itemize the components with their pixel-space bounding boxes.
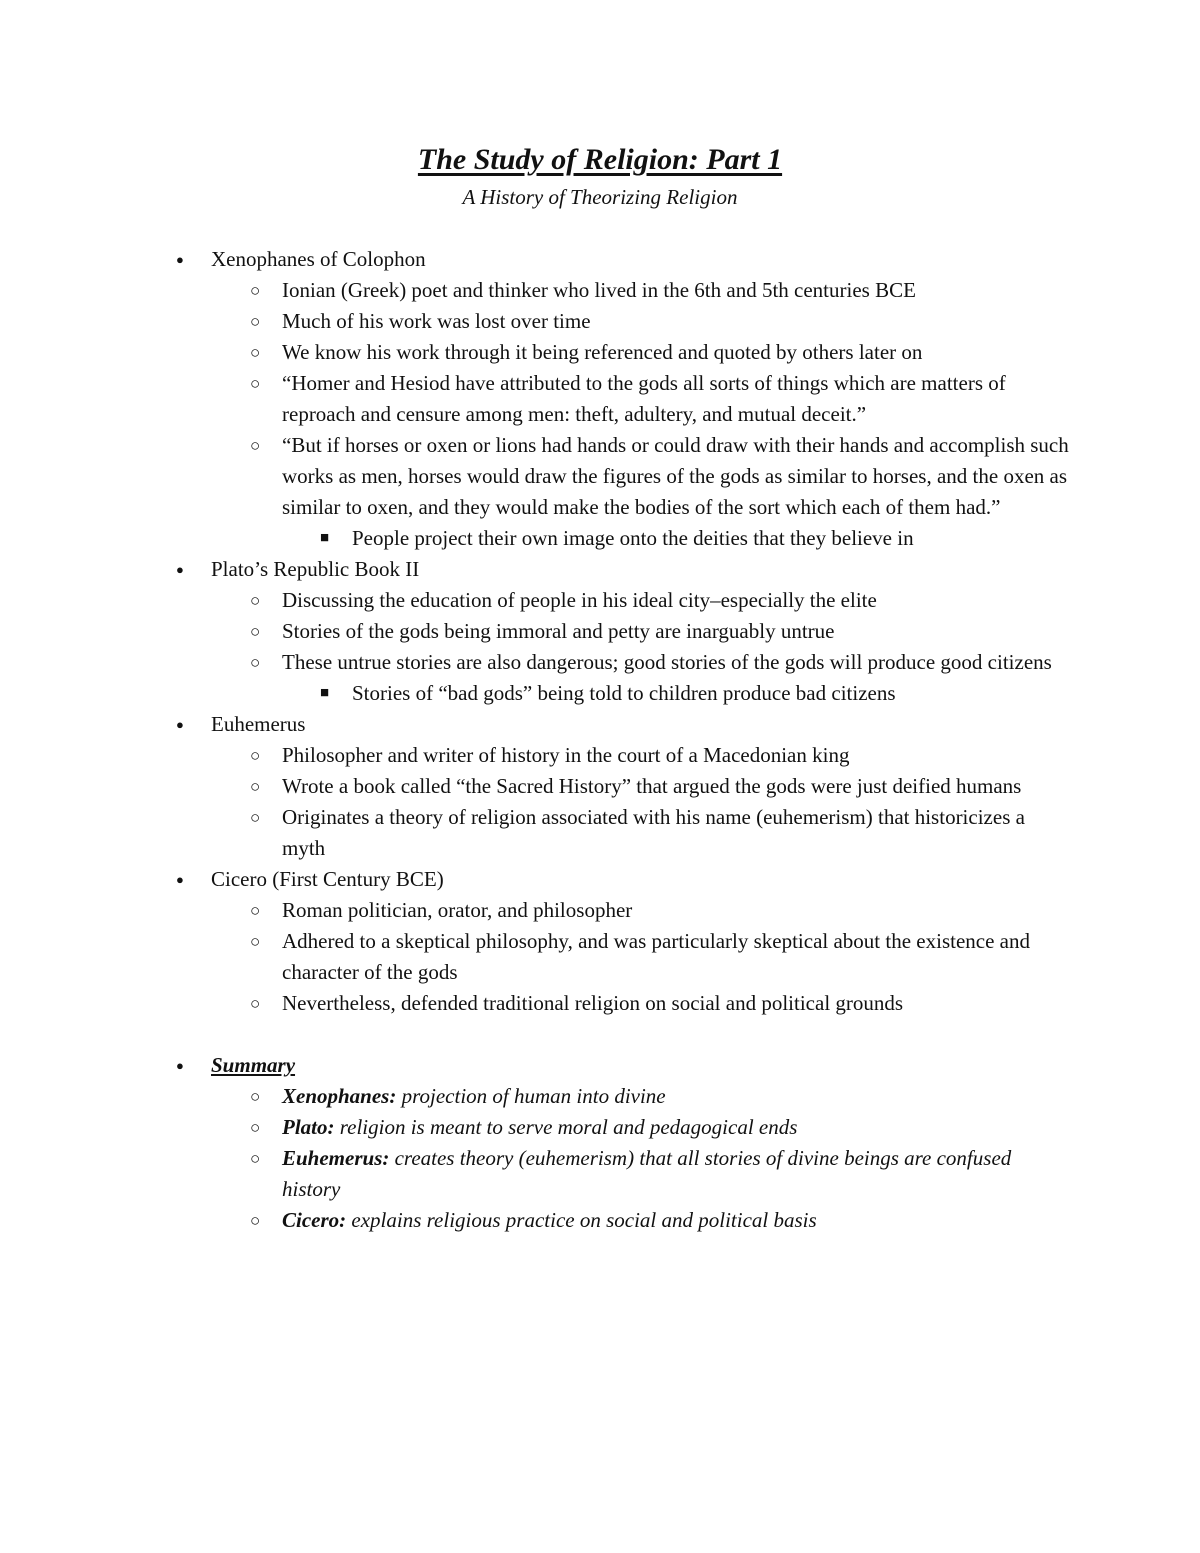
outline-list [0,244,1200,1236]
notes-content [0,244,1200,1236]
hollow-circle-bullet-icon: ○ [250,436,261,455]
hollow-circle-bullet-icon: ○ [250,1118,261,1137]
summary-item [0,1081,1200,1112]
list-item [0,430,1200,523]
hollow-circle-bullet-icon: ○ [250,746,261,765]
item-text: We know his work through it being referenced and quoted by others later on [282,340,923,364]
filled-circle-bullet-icon: ● [176,1058,184,1073]
hollow-circle-bullet-icon: ○ [250,994,261,1013]
hollow-circle-bullet-icon: ○ [250,901,261,920]
list-item [0,802,1200,864]
list-item [0,895,1200,926]
summary-item-name: Xenophanes: [282,1084,397,1108]
sub-list-item [0,523,1200,554]
hollow-circle-bullet-icon: ○ [250,932,261,951]
summary-item-text: religion is meant to serve moral and pedagogical ends [334,1115,798,1139]
item-text: Roman politician, orator, and philosopher [282,898,633,922]
item-text: Stories of “bad gods” being told to children produce bad citizens [352,681,896,705]
list-item [0,337,1200,368]
filled-circle-bullet-icon: ● [176,872,184,887]
hollow-circle-bullet-icon: ○ [250,808,261,827]
item-text: Ionian (Greek) poet and thinker who lived in the 6th and 5th centuries BCE [282,278,916,302]
item-text: “But if horses or oxen or lions had hands or could draw with their hands and accomplish such works as men, horses would draw the figures of the gods as similar to horses, and the oxen as similar to oxen, and they would make the bodies of the sort which each of them had.” [282,433,1069,519]
list-item [0,616,1200,647]
summary-item-text: explains religious practice on social and political basis [346,1208,817,1232]
list-item [0,988,1200,1019]
blank-line [0,1019,1200,1050]
summary-item [0,1112,1200,1143]
item-text: Much of his work was lost over time [282,309,591,333]
hollow-circle-bullet-icon: ○ [250,312,261,331]
section-cicero [0,864,1200,895]
list-item [0,306,1200,337]
item-text: Nevertheless, defended traditional religion on social and political grounds [282,991,904,1015]
hollow-circle-bullet-icon: ○ [250,343,261,362]
item-text: Adhered to a skeptical philosophy, and was particularly skeptical about the existence and character of the gods [282,929,1030,984]
summary-item-text: creates theory (euhemerism) that all stories of divine beings are confused history [282,1146,1012,1201]
section-euhemerus [0,709,1200,740]
square-bullet-icon: ■ [320,685,330,701]
item-text: “Homer and Hesiod have attributed to the gods all sorts of things which are matters of reproach and censure among men: theft, adultery, and mutual deceit.” [282,371,1006,426]
filled-circle-bullet-icon: ● [176,252,184,267]
summary-item-name: Euhemerus: [282,1146,390,1170]
item-text: These untrue stories are also dangerous; good stories of the gods will produce good citizens [282,650,1052,674]
item-text: Stories of the gods being immoral and petty are inarguably untrue [282,619,835,643]
hollow-circle-bullet-icon: ○ [250,1149,261,1168]
item-text: Originates a theory of religion associated with his name (euhemerism) that historicizes a myth [282,805,1025,860]
summary-item-text: projection of human into divine [396,1084,666,1108]
hollow-circle-bullet-icon: ○ [250,653,261,672]
section-heading: Plato’s Republic Book II [211,557,420,581]
hollow-circle-bullet-icon: ○ [250,622,261,641]
page-title: The Study of Religion: Part 1 [417,143,783,176]
summary-item-name: Plato: [282,1115,335,1139]
hollow-circle-bullet-icon: ○ [250,591,261,610]
list-item [0,368,1200,430]
section-heading: Cicero (First Century BCE) [211,867,444,891]
summary-item [0,1205,1200,1236]
page-subtitle: A History of Theorizing Religion [462,185,738,209]
filled-circle-bullet-icon: ● [176,717,184,732]
item-text: Philosopher and writer of history in the court of a Macedonian king [282,743,850,767]
item-text: Discussing the education of people in his ideal city–especially the elite [282,588,877,612]
list-item [0,275,1200,306]
section-plato [0,554,1200,585]
list-item [0,926,1200,988]
square-bullet-icon: ■ [320,530,330,546]
section-heading: Xenophanes of Colophon [211,247,426,271]
hollow-circle-bullet-icon: ○ [250,1211,261,1230]
filled-circle-bullet-icon: ● [176,562,184,577]
list-item [0,740,1200,771]
hollow-circle-bullet-icon: ○ [250,777,261,796]
item-text: People project their own image onto the deities that they believe in [352,526,914,550]
section-summary [0,1050,1200,1081]
section-heading: Euhemerus [211,712,306,736]
list-item [0,647,1200,678]
summary-item [0,1143,1200,1205]
section-xenophanes [0,244,1200,275]
hollow-circle-bullet-icon: ○ [250,281,261,300]
sub-list-item [0,678,1200,709]
list-item [0,771,1200,802]
summary-heading: Summary [211,1053,296,1077]
hollow-circle-bullet-icon: ○ [250,1087,261,1106]
list-item [0,585,1200,616]
hollow-circle-bullet-icon: ○ [250,374,261,393]
item-text: Wrote a book called “the Sacred History” that argued the gods were just deified humans [282,774,1022,798]
summary-item-name: Cicero: [282,1208,347,1232]
